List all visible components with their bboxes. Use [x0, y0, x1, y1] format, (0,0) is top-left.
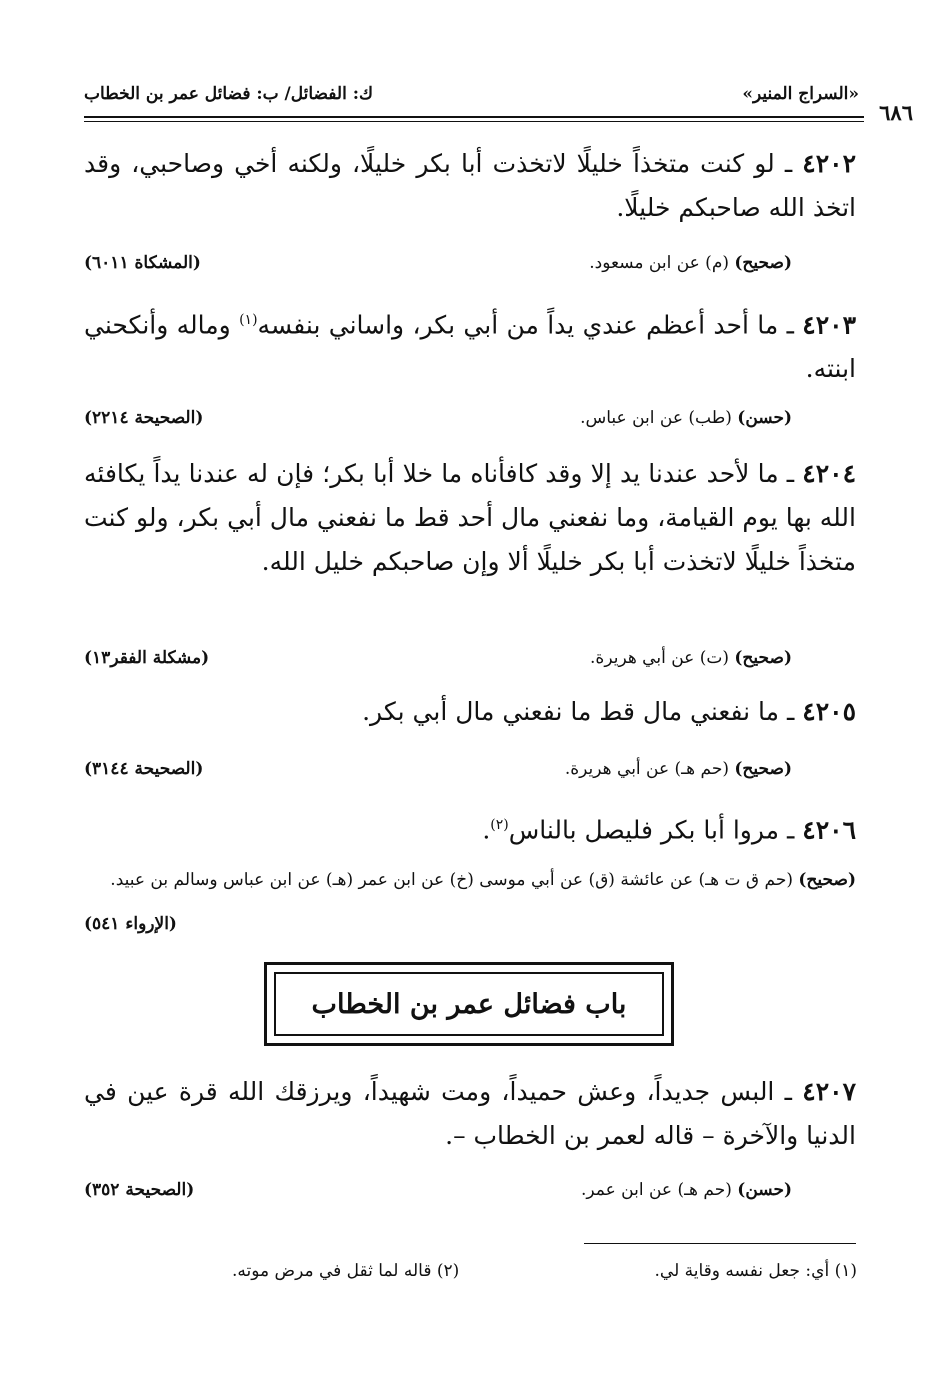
hadith-grade: (صحيح) — [734, 253, 792, 273]
hadith-number: ٤٢٠٣ — [802, 310, 857, 340]
hadith-grade: (صحيح) — [798, 870, 856, 890]
footnote-mark: (١) — [239, 312, 258, 328]
hadith-narration: (حم ق ت هـ) عن عائشة (ق) عن أبي موسى (خ) عن ابن عمر (هـ) عن ابن عباس وسالم بن عبيد. — [110, 870, 793, 890]
page-number: ٦٨٦ — [879, 100, 913, 125]
hadith-grade: (حسن) — [737, 1180, 792, 1200]
hadith-text-continued: وماله وأنكحني ابنته. — [84, 310, 856, 384]
hadith-4207: ٤٢٠٧ ـ البس جديداً، وعش حميداً، ومت شهيداً، ويرزقك الله قرة عين في الدنيا والآخرة – قاله لعمر بن الخطاب –. — [84, 1077, 856, 1150]
footnote-rule — [584, 1243, 856, 1244]
hadith-4205-reference — [84, 759, 856, 787]
hadith-narration: (م) عن ابن مسعود. — [589, 253, 729, 273]
hadith-text: مروا أبا بكر فليصل بالناس — [508, 815, 780, 845]
hadith-narration: (حم هـ) عن ابن عمر. — [581, 1180, 732, 1200]
footnote-2: (٢) قاله لما ثقل في مرض موته. — [232, 1261, 460, 1281]
hadith-grade: (صحيح) — [734, 648, 792, 668]
hadith-4204: ٤٢٠٤ ـ ما لأحد عندنا يد إلا وقد كافأناه ما خلا أبا بكر؛ فإن له عندنا يداً يكافئه الله بها يوم القيامة، وما نفعني مال أحد قط ما نفعني مال أبي بكر، ولو كنت متخذاً خليلًا لاتخذت أبا بكر خليلًا ألا وإن صاحبكم خليل الله. — [84, 459, 856, 576]
hadith-4203: ٤٢٠٣ ـ ما أحد أعظم عندي يداً من أبي بكر، واساني بنفسه$^{(١)}$ وماله وأنكحني ابنته. — [84, 310, 857, 384]
hadith-4202-reference — [84, 253, 856, 281]
book-title: «السراج المنير» — [742, 84, 859, 104]
hadith-4205: ٤٢٠٥ ـ ما نفعني مال قط ما نفعني مال أبي بكر. — [362, 697, 856, 726]
hadith-number: ٤٢٠٦ — [802, 815, 856, 845]
hadith-narration: (حم هـ) عن أبي هريرة. — [564, 759, 729, 779]
hadith-4207-reference — [84, 1180, 856, 1208]
hadith-grade: (صحيح) — [734, 759, 792, 779]
hadith-4204-reference — [84, 648, 856, 676]
header-rule-thin — [84, 121, 864, 122]
running-header — [84, 78, 859, 112]
hadith-number: ٤٢٠٥ — [802, 697, 856, 726]
hadith-number: ٤٢٠٤ — [802, 459, 856, 488]
hadith-4206: ٤٢٠٦ ـ مروا أبا بكر فليصل بالناس$^{(٢)}$. — [482, 815, 856, 845]
hadith-source: (الصحيحة ٣٥٢) — [84, 1180, 195, 1200]
header-rule — [84, 116, 864, 118]
hadith-number: ٤٢٠٧ — [802, 1077, 856, 1106]
hadith-text: البس جديداً، وعش حميداً، ومت شهيداً، ويرزقك الله قرة عين في الدنيا والآخرة – قاله لعمر بن الخطاب –. — [84, 1077, 856, 1150]
hadith-source: (المشكاة ٦٠١١) — [84, 253, 201, 273]
hadith-narration: (ت) عن أبي هريرة. — [590, 648, 729, 668]
hadith-text: ما نفعني مال قط ما نفعني مال أبي بكر. — [362, 697, 780, 726]
chapter-heading: باب فضائل عمر بن الخطاب — [274, 972, 664, 1036]
chapter-running-title: ك: الفضائل/ ب: فضائل عمر بن الخطاب — [84, 84, 373, 104]
hadith-grade: (حسن) — [737, 408, 792, 428]
hadith-number: ٤٢٠٢ — [802, 149, 856, 178]
hadith-text-end: . — [482, 815, 491, 845]
hadith-source: (مشكلة الفقر١٣) — [84, 648, 210, 668]
hadith-4203-reference — [84, 408, 856, 436]
hadith-4206-reference — [84, 858, 856, 946]
hadith-source: (الإرواء ٥٤١) — [84, 914, 177, 934]
hadith-text: لو كنت متخذاً خليلًا لاتخذت أبا بكر خليلًا، ولكنه أخي وصاحبي، وقد اتخذ الله صاحبكم خليلًا. — [84, 149, 856, 222]
hadith-text: ما لأحد عندنا يد إلا وقد كافأناه ما خلا أبا بكر؛ فإن له عندنا يداً يكافئه الله بها يوم القيامة، وما نفعني مال أحد قط ما نفعني مال أبي بكر، ولو كنت متخذاً خليلًا لاتخذت أبا بكر خليلًا ألا وإن صاحبكم خليل الله. — [84, 459, 856, 576]
hadith-4202: ٤٢٠٢ ـ لو كنت متخذاً خليلًا لاتخذت أبا بكر خليلًا، ولكنه أخي وصاحبي، وقد اتخذ الله صاحبكم خليلًا. — [84, 149, 856, 222]
footnote-mark: (٢) — [490, 817, 509, 833]
hadith-text: ما أحد أعظم عندي يداً من أبي بكر، واساني بنفسه — [257, 310, 779, 340]
hadith-narration: (طب) عن ابن عباس. — [580, 408, 732, 428]
footnote-1: (١) أي: جعل نفسه وقاية لي. — [654, 1261, 857, 1281]
chapter-heading-box — [264, 962, 674, 1046]
hadith-source: (الصحيحة ٣١٤٤) — [84, 759, 204, 779]
hadith-source: (الصحيحة ٢٢١٤) — [84, 408, 204, 428]
